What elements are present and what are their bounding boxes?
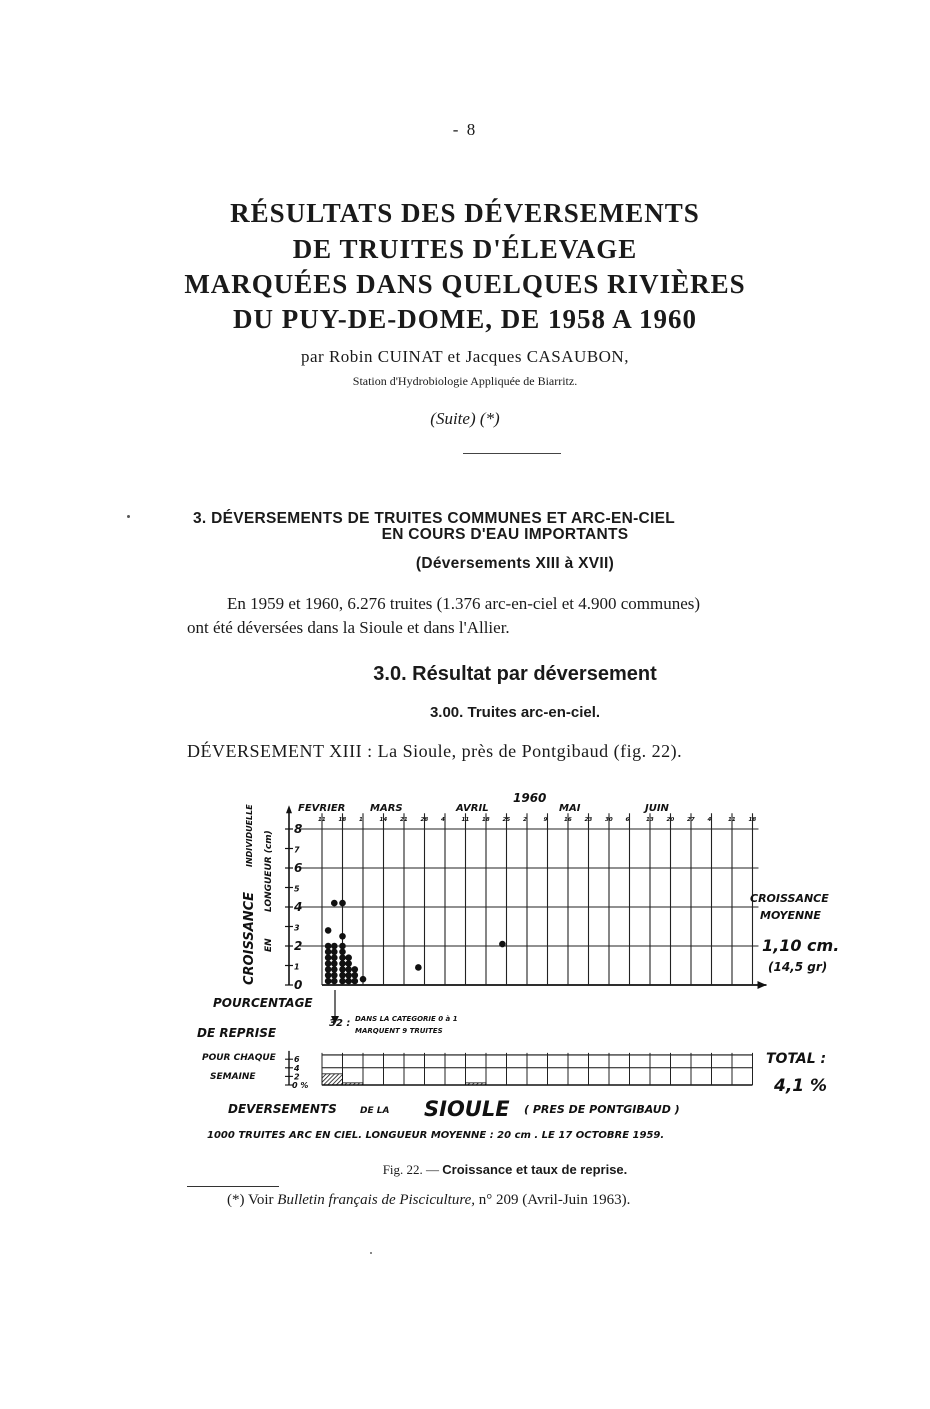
- bottom-line-2: 1000 TRUITES ARC EN CIEL. LONGUEUR MOYENNE : 20 cm . LE 17 OCTOBRE 1959.: [207, 1130, 665, 1141]
- section-heading-line-1: 3. DÉVERSEMENTS DE TRUITES COMMUNES ET ARC-EN-CIEL: [193, 510, 676, 527]
- y-tick-label: 5: [294, 884, 300, 894]
- month-label-mars: MARS: [370, 803, 403, 814]
- top-tick-label: 23: [584, 817, 593, 823]
- ylabel-main: CROISSANCE: [242, 891, 257, 985]
- figure-caption: [0, 1162, 930, 1178]
- y-tick-label: 8: [294, 822, 303, 836]
- title-line-3: MARQUÉES DANS QUELQUES RIVIÈRES: [184, 269, 746, 299]
- data-point: [325, 943, 332, 950]
- pct-tick-label: 4: [294, 1063, 300, 1073]
- data-point: [499, 941, 506, 948]
- paragraph-line-1: En 1959 et 1960, 6.276 truites (1.376 arc-en-ciel et 4.900 communes): [227, 594, 701, 613]
- top-tick-label: 18: [748, 817, 757, 823]
- data-point: [331, 900, 338, 907]
- page-mark: [370, 1252, 372, 1254]
- top-tick-label: 1: [359, 817, 363, 823]
- data-point: [331, 978, 338, 985]
- data-point: [325, 949, 332, 956]
- top-tick-label: 2: [523, 817, 527, 823]
- top-tick-label: 11: [461, 817, 470, 823]
- y-tick-label: 7: [294, 845, 300, 855]
- station: Station d'Hydrobiologie Appliquée de Biarritz.: [352, 374, 578, 388]
- ylabel-sub1: INDIVIDUELLE: [245, 804, 254, 867]
- annotation-line-1: DANS LA CATEGORIE 0 à 1: [355, 1015, 458, 1023]
- data-point: [339, 949, 346, 956]
- data-point: [325, 972, 332, 979]
- top-tick-label: 11: [318, 817, 326, 823]
- data-point: [339, 900, 346, 907]
- byline: par Robin CUINAT et Jacques CASAUBON,: [301, 347, 629, 366]
- bottom-title-river: SIOULE: [424, 1097, 510, 1121]
- title-line-1: RÉSULTATS DES DÉVERSEMENTS: [230, 198, 700, 228]
- top-tick-label: 18: [338, 817, 347, 823]
- suite-note: (Suite) (*): [430, 409, 500, 428]
- pct-bar: [322, 1074, 343, 1085]
- data-point: [331, 954, 338, 961]
- month-label-fevrier: FEVRIER: [298, 803, 346, 814]
- footnote-prefix: (*) Voir: [227, 1192, 274, 1208]
- y-tick-label: 4: [294, 900, 303, 914]
- data-point: [339, 954, 346, 961]
- y-tick-label: 1: [294, 962, 300, 972]
- month-label-mai: MAI: [559, 803, 581, 814]
- top-tick-label: 21: [400, 817, 408, 823]
- pourcentage-label: POURCENTAGE: [213, 996, 313, 1010]
- data-point: [352, 978, 359, 985]
- figure-22-chart: [0, 780, 930, 1160]
- pour-chaque-label: POUR CHAQUE: [202, 1053, 276, 1063]
- data-point: [345, 972, 352, 979]
- bottom-title-de: DE LA: [360, 1106, 390, 1116]
- top-tick-label: 9: [543, 817, 548, 823]
- data-point: [360, 976, 367, 983]
- footnote-journal: Bulletin français de Pisciculture,: [277, 1192, 476, 1208]
- data-point: [331, 949, 338, 956]
- data-point: [339, 966, 346, 973]
- y-tick-label: 0: [294, 978, 303, 992]
- data-point: [331, 960, 338, 967]
- y-tick-label: 2: [294, 939, 303, 953]
- title-line-2: DE TRUITES D'ÉLEVAGE: [292, 234, 638, 264]
- pct-bar: [466, 1083, 487, 1085]
- top-tick-label: 14: [379, 817, 388, 823]
- y-axis-arrow: [286, 805, 292, 813]
- data-point: [415, 964, 422, 971]
- top-tick-label: 16: [564, 817, 572, 823]
- title-divider: [463, 453, 561, 454]
- section-heading-line-3: (Déversements XIII à XVII): [415, 555, 615, 572]
- footnote-rest: n° 209 (Avril-Juin 1963).: [478, 1192, 631, 1208]
- deversement-line: DÉVERSEMENT XIII : La Sioule, près de Pontgibaud (fig. 22).: [187, 741, 683, 761]
- heading-3-00: 3.00. Truites arc-en-ciel.: [429, 704, 601, 721]
- title-line-4: DU PUY-DE-DOME, DE 1958 A 1960: [232, 304, 698, 334]
- croissance-label-1: CROISSANCE: [750, 892, 829, 905]
- data-point: [352, 972, 359, 979]
- month-label-avril: AVRIL: [456, 803, 489, 814]
- data-point: [331, 943, 338, 950]
- x-axis-arrow: [758, 981, 767, 989]
- data-point: [339, 960, 346, 967]
- top-tick-label: 6: [625, 817, 630, 823]
- ylabel-sub3: LONGUEUR (cm): [264, 830, 274, 912]
- total-value: 4,1 %: [774, 1076, 828, 1096]
- year-label: 1960: [513, 791, 547, 805]
- data-point: [325, 966, 332, 973]
- croissance-weight: (14,5 gr): [768, 960, 828, 974]
- data-point: [352, 966, 359, 973]
- data-point: [339, 943, 346, 950]
- reprise-label: DE REPRISE: [197, 1026, 277, 1040]
- chart-grid: [285, 805, 767, 992]
- data-point: [339, 972, 346, 979]
- top-tick-label: 30: [605, 817, 613, 823]
- annotation-line-2: MARQUENT 9 TRUITES: [355, 1027, 443, 1035]
- data-point: [325, 978, 332, 985]
- pct-tick-label: 6: [294, 1055, 300, 1065]
- top-tick-label: 18: [482, 817, 490, 823]
- data-point: [345, 954, 352, 961]
- data-point: [325, 960, 332, 967]
- footnote: [227, 1192, 630, 1209]
- percentage-panel: [285, 990, 753, 1090]
- pct-tick-label: 2: [294, 1072, 300, 1082]
- top-tick-label: 20: [666, 817, 675, 823]
- top-tick-label: 13: [646, 817, 654, 823]
- croissance-label-2: MOYENNE: [760, 909, 821, 922]
- heading-3-0: 3.0. Résultat par déversement: [373, 663, 657, 685]
- data-point: [331, 966, 338, 973]
- top-tick-label: 25: [502, 817, 511, 823]
- top-tick-label: 28: [420, 817, 429, 823]
- top-tick-label: 4: [441, 817, 445, 823]
- bottom-title-location: ( PRES DE PONTGIBAUD ): [524, 1103, 680, 1116]
- pct-tick-label: 0 %: [292, 1081, 309, 1090]
- paragraph-line-2: ont été déversées dans la Sioule et dans l'Allier.: [187, 618, 510, 637]
- section-heading-line-2: EN COURS D'EAU IMPORTANTS: [381, 526, 629, 543]
- data-point: [339, 933, 346, 940]
- pct-bar: [343, 1083, 364, 1085]
- page-number: - 8: [452, 120, 478, 139]
- total-label: TOTAL :: [766, 1051, 827, 1067]
- croissance-value: 1,10 cm.: [762, 936, 840, 955]
- data-point: [339, 978, 346, 985]
- semaine-label: SEMAINE: [210, 1072, 256, 1082]
- top-tick-label: 4: [707, 817, 712, 823]
- data-point: [345, 966, 352, 973]
- month-label-juin: JUIN: [645, 803, 669, 814]
- data-point: [325, 954, 332, 961]
- caption-text: Croissance et taux de reprise.: [442, 1162, 628, 1177]
- bottom-title-prefix: DEVERSEMENTS: [228, 1102, 337, 1116]
- footnote-divider: [187, 1186, 279, 1187]
- data-point: [345, 978, 352, 985]
- y-tick-label: 3: [294, 923, 300, 933]
- data-point: [345, 960, 352, 967]
- y-tick-label: 6: [294, 861, 303, 875]
- annotation-count: 32 :: [329, 1018, 351, 1029]
- top-tick-label: 11: [728, 817, 736, 823]
- top-tick-label: 27: [687, 817, 695, 823]
- data-point: [325, 927, 332, 934]
- chart-marks: [325, 900, 506, 985]
- ylabel-sub2: EN: [264, 938, 274, 952]
- margin-dot: [127, 515, 130, 518]
- data-point: [331, 972, 338, 979]
- caption-prefix: Fig. 22. —: [382, 1162, 440, 1177]
